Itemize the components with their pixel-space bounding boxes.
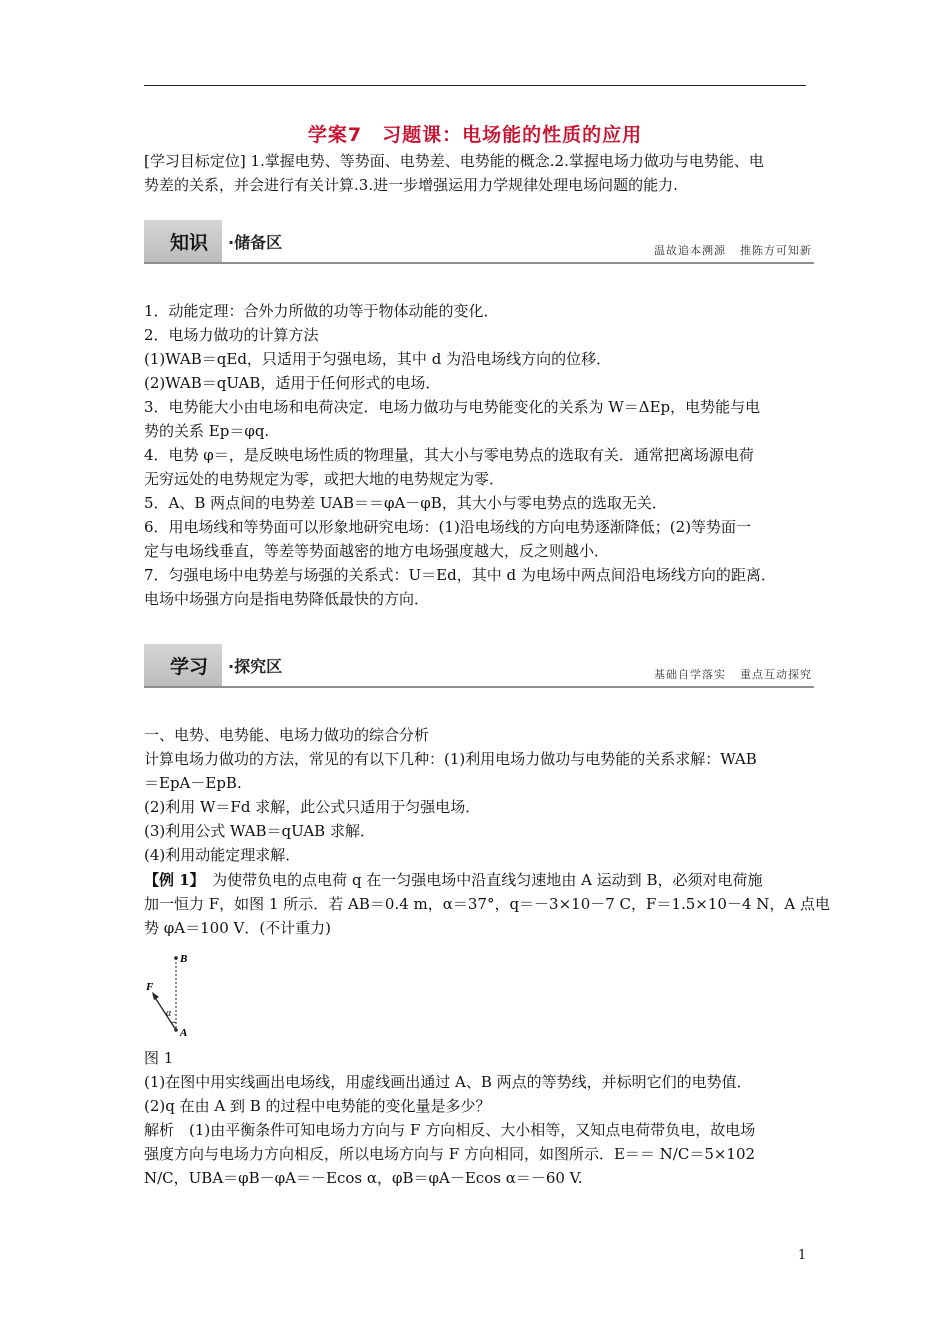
banner-title: 学习 — [170, 656, 209, 678]
goal-line: [学习目标定位] 1.掌握电势、等势面、电势差、电势能的概念.2.掌握电场力做功与电势能、电 — [144, 152, 764, 170]
example-line: 加一恒力 F，如图 1 所示．若 AB＝0.4 m，α＝37°，q＝－3×10－7 C，F＝1.5×10－4 N，A 点电 — [144, 895, 830, 913]
knowledge-line: 定与电场线垂直，等差等势面越密的地方电场强度越大，反之则越小． — [144, 542, 610, 560]
question-line: (1)在图中用实线画出电场线，用虚线画出通过 A、B 两点的等势线，并标明它们的电势值． — [144, 1073, 752, 1091]
solution-line: N/C，UBA＝φB－φA＝－Ecos α，φB＝φA－Ecos α＝－60 V. — [144, 1169, 583, 1187]
knowledge-line: 势的关系 Ep＝φq. — [144, 422, 270, 440]
motto-left: 基础自学落实 — [654, 668, 726, 681]
study-line: 计算电场力做功的方法，常见的有以下几种：(1)利用电场力做功与电势能的关系求解：WAB — [144, 750, 757, 768]
learning-goals — [144, 149, 810, 197]
section-banner-knowledge — [144, 220, 814, 264]
knowledge-line: 3．电势能大小由电场和电荷决定．电场力做功与电势能变化的关系为 W＝ΔEp，电势能与电 — [144, 398, 761, 416]
caption-text: 图 1 — [144, 1049, 174, 1067]
banner-motto — [654, 242, 812, 258]
knowledge-line: 7．匀强电场中电势差与场强的关系式：U＝Ed，其中 d 为电场中两点间沿电场线方向的距离． — [144, 566, 776, 584]
study-content — [144, 723, 810, 867]
knowledge-line: 1．动能定理：合外力所做的功等于物体动能的变化． — [144, 302, 499, 320]
solution-line: 强度方向与电场力方向相反，所以电场方向与 F 方向相同，如图所示．E＝＝ N/C＝5×102 — [144, 1145, 756, 1163]
study-line: (2)利用 W＝Fd 求解，此公式只适用于匀强电场． — [144, 798, 481, 816]
label-a: A — [180, 1027, 188, 1039]
example-1 — [144, 868, 830, 940]
example-text: 为使带负电的点电荷 q 在一匀强电场中沿直线匀速地由 A 运动到 B，必须对电荷施 — [197, 871, 763, 889]
force-vector — [154, 996, 176, 1030]
example-label: 【例 1】 — [144, 871, 198, 889]
knowledge-line: 无穷远处的电势规定为零，或把大地的电势规定为零． — [144, 470, 505, 488]
knowledge-line: 2．电场力做功的计算方法 — [144, 326, 319, 344]
page-title: 学案7 习题课：电场能的性质的应用 — [307, 124, 643, 146]
questions-and-solution — [144, 1070, 810, 1190]
knowledge-line: 4．电势 φ＝，是反映电场性质的物理量，其大小与零电势点的选取有关．通常把离场源电荷 — [144, 446, 754, 464]
knowledge-content — [144, 299, 810, 611]
motto-right: 推陈方可知新 — [740, 244, 812, 257]
example-line — [144, 868, 810, 892]
banner-subtitle: ·探究区 — [228, 657, 283, 676]
banner-rule — [144, 262, 814, 264]
header-rule — [144, 85, 806, 86]
point-b — [174, 956, 178, 960]
knowledge-line: 6．用电场线和等势面可以形象地研究电场：(1)沿电场线的方向电势逐渐降低；(2)等势面一 — [144, 518, 752, 536]
motto-right: 重点互动探究 — [740, 668, 812, 681]
banner-subtitle: ·储备区 — [228, 233, 283, 252]
arrow-head-icon — [152, 992, 159, 1000]
question-line: (2)q 在由 A 到 B 的过程中电势能的变化量是多少？ — [144, 1097, 491, 1115]
study-line: 一、电势、电势能、电场力做功的综合分析 — [144, 726, 430, 744]
figure-1 — [140, 950, 200, 1042]
section-banner-study — [144, 644, 814, 688]
goal-line: 势差的关系，并会进行有关计算.3.进一步增强运用力学规律处理电场问题的能力. — [144, 176, 678, 194]
study-line: ＝EpA－EpB. — [144, 774, 242, 792]
knowledge-line: (1)WAB＝qEd，只适用于匀强电场，其中 d 为沿电场线方向的位移． — [144, 350, 612, 368]
label-b: B — [180, 953, 188, 965]
study-line: (4)利用动能定理求解． — [144, 846, 301, 864]
banner-title: 知识 — [170, 232, 209, 254]
banner-motto — [654, 666, 812, 682]
example-line: 势 φA＝100 V．(不计重力) — [144, 919, 332, 937]
banner-rule — [144, 686, 814, 688]
label-alpha: α — [166, 1008, 172, 1019]
force-diagram — [140, 950, 200, 1042]
solution-line: 解析 (1)由平衡条件可知电场力方向与 F 方向相反、大小相等，又知点电荷带负电，故电场 — [144, 1121, 756, 1139]
study-line: (3)利用公式 WAB＝qUAB 求解． — [144, 822, 375, 840]
knowledge-line: (2)WAB＝qUAB，适用于任何形式的电场． — [144, 374, 441, 392]
motto-left: 温故追本溯源 — [654, 244, 726, 257]
page-number: 1 — [798, 1248, 807, 1263]
knowledge-line: 5．A、B 两点间的电势差 UAB＝＝φA－φB，其大小与零电势点的选取无关． — [144, 494, 667, 512]
figure-caption — [144, 1046, 810, 1070]
label-f: F — [146, 981, 154, 993]
knowledge-line: 电场中场强方向是指电势降低最快的方向． — [144, 590, 430, 608]
